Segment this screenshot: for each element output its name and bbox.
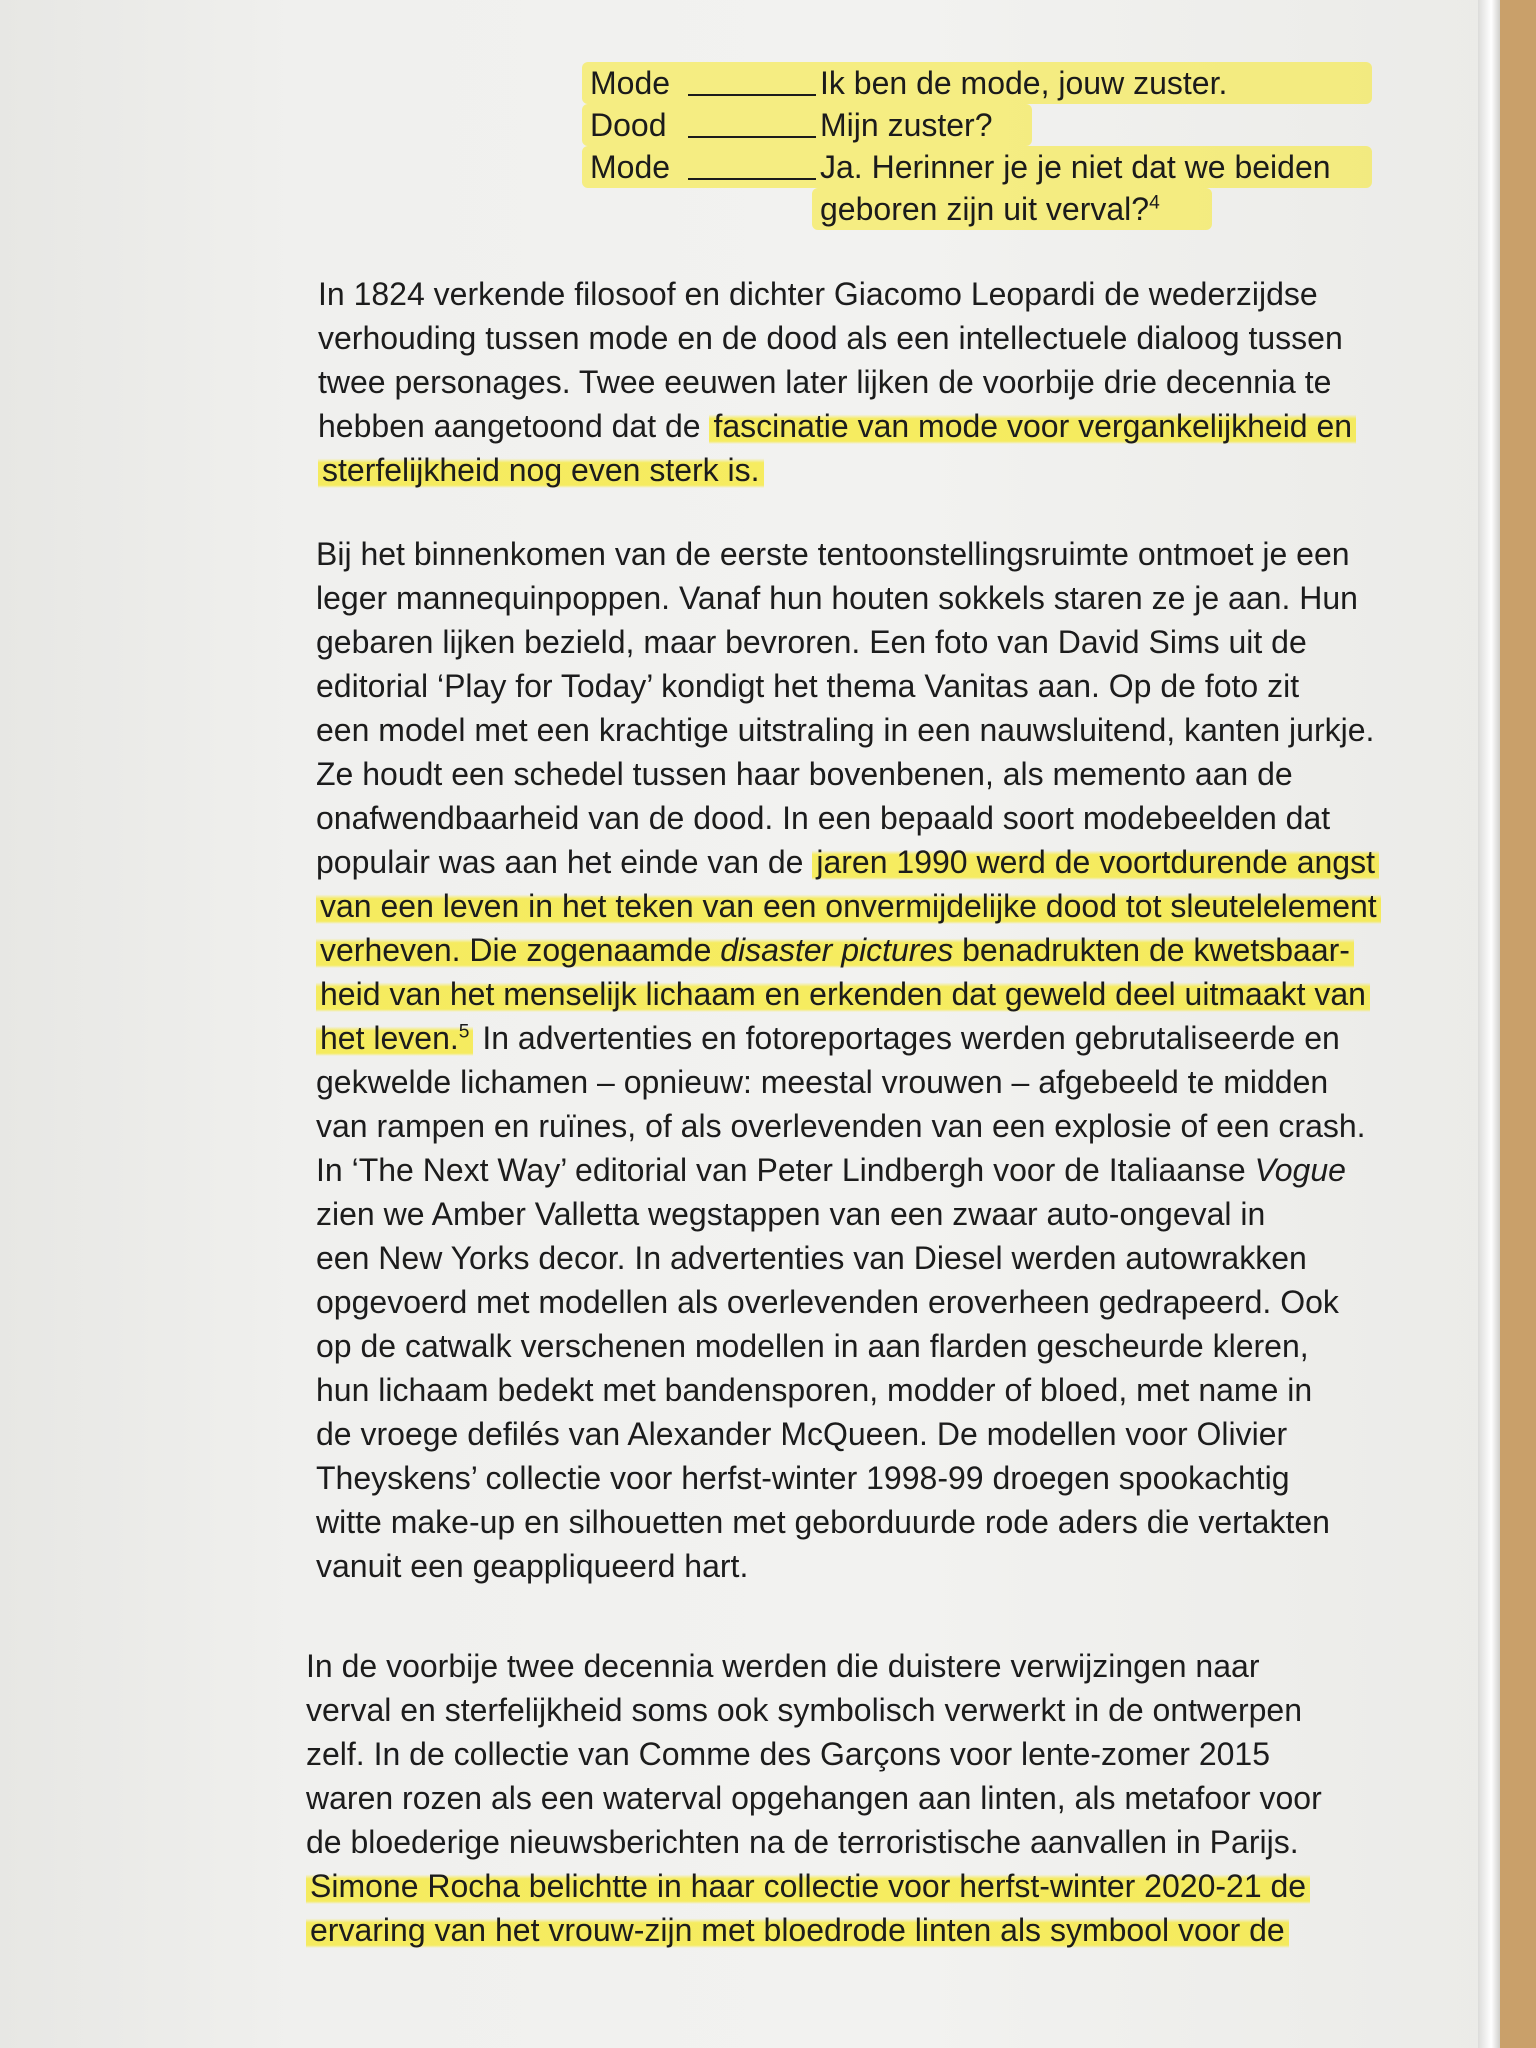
- text-line: een New Yorks decor. In advertenties van Diesel werden autowrakken: [316, 1240, 1307, 1276]
- highlighted-text: sterfelijkheid nog even sterk is.: [318, 452, 764, 488]
- text-line: hun lichaam bedekt met bandensporen, modder of bloed, met name in: [316, 1372, 1313, 1408]
- highlighted-text: Simone Rocha belichtte in haar collectie voor herfst-winter 2020-21 de: [306, 1868, 1310, 1904]
- highlighted-text: ervaring van het vrouw-zijn met bloedrode linten als symbool voor de: [306, 1912, 1289, 1948]
- dialogue-rule: [688, 94, 816, 96]
- text-line: [316, 884, 1496, 928]
- text-line: vanuit een geappliqueerd hart.: [316, 1548, 749, 1584]
- text-line: verhouding tussen mode en de dood als een intellectuele dialoog tussen: [318, 320, 1343, 356]
- text-line: van rampen en ruïnes, of als overlevenden van een explosie of een crash.: [316, 1108, 1366, 1144]
- highlighted-text: jaren 1990 werd de voortdurende angst: [812, 844, 1379, 880]
- highlighted-text: van een leven in het teken van een onvermijdelijke dood tot sleutelelement: [316, 888, 1381, 924]
- dialogue-line: [590, 146, 1390, 188]
- text-line: gekwelde lichamen – opnieuw: meestal vrouwen – afgebeeld te midden: [316, 1064, 1329, 1100]
- text-line: [316, 928, 1496, 972]
- italic-term: Vogue: [1254, 1152, 1346, 1188]
- text-line: Ze houdt een schedel tussen haar bovenbenen, als memento aan de: [316, 756, 1293, 792]
- dialogue-text: Ik ben de mode, jouw zuster.: [820, 65, 1228, 101]
- text-line: [316, 1148, 1496, 1192]
- text-line: op de catwalk verschenen modellen in aan flarden gescheurde kleren,: [316, 1328, 1309, 1364]
- text-line: [306, 1864, 1486, 1908]
- dialogue-text-content: geboren zijn uit verval?: [820, 191, 1150, 227]
- text-line: [318, 448, 1498, 492]
- dialogue-text: [820, 188, 1160, 230]
- highlighted-text: fascinatie van mode voor vergankelijkheid en: [709, 408, 1356, 444]
- page-edge: [1478, 0, 1500, 2048]
- dialogue-line: [590, 62, 1390, 104]
- text-line: In 1824 verkende filosoof en dichter Giacomo Leopardi de wederzijdse: [318, 276, 1318, 312]
- text-line: [306, 1908, 1486, 1952]
- text-line: [316, 972, 1496, 1016]
- text-line: [316, 1016, 1496, 1060]
- dialogue-rule: [688, 136, 816, 138]
- text-span: het leven.: [320, 1020, 459, 1056]
- text-line: editorial ‘Play for Today’ kondigt het thema Vanitas aan. Op de foto zit: [316, 668, 1300, 704]
- text-span: verheven. Die zogenaamde: [320, 932, 721, 968]
- text-line: leger mannequinpoppen. Vanaf hun houten sokkels staren ze je aan. Hun: [316, 580, 1358, 616]
- highlighted-text: heid van het menselijk lichaam en erkenden dat geweld deel uitmaakt van: [316, 976, 1370, 1012]
- dialogue-line: [590, 104, 1390, 146]
- text-span: hebben aangetoond dat de: [318, 408, 710, 444]
- dialogue-speaker: Mode: [590, 149, 671, 185]
- italic-term: disaster pictures: [720, 932, 954, 968]
- text-span: populair was aan het einde van de: [316, 844, 813, 880]
- dialogue-text: Ja. Herinner je je niet dat we beiden: [820, 149, 1331, 185]
- text-line: In de voorbije twee decennia werden die duistere verwijzingen naar: [306, 1648, 1260, 1684]
- text-line: waren rozen als een waterval opgehangen aan linten, als metafoor voor: [306, 1780, 1322, 1816]
- dialogue-block: [590, 62, 1390, 230]
- dialogue-text: Mijn zuster?: [820, 107, 993, 143]
- footnote-ref: 5: [458, 1021, 470, 1043]
- text-span: In advertenties en fotoreportages werden gebrutaliseerde en: [473, 1020, 1340, 1056]
- dialogue-speaker: Dood: [590, 107, 667, 143]
- text-line: [318, 404, 1498, 448]
- paragraph-2: [316, 532, 1496, 1588]
- dialogue-rule: [688, 178, 816, 180]
- dialogue-speaker: Mode: [590, 65, 671, 101]
- text-line: [316, 840, 1496, 884]
- text-line: onafwendbaarheid van de dood. In een bepaald soort modebeelden dat: [316, 800, 1331, 836]
- text-line: de bloederige nieuwsberichten na de terroristische aanvallen in Parijs.: [306, 1824, 1299, 1860]
- text-line: Bij het binnenkomen van de eerste tentoonstellingsruimte ontmoet je een: [316, 536, 1350, 572]
- text-line: twee personages. Twee eeuwen later lijken de voorbije drie decennia te: [318, 364, 1332, 400]
- text-line: gebaren lijken bezield, maar bevroren. Een foto van David Sims uit de: [316, 624, 1307, 660]
- highlighted-text: [316, 1020, 473, 1056]
- dialogue-line: [590, 188, 1390, 230]
- text-line: Theyskens’ collectie voor herfst-winter 1998-99 droegen spookachtig: [316, 1460, 1290, 1496]
- text-span: benadrukten de kwetsbaar-: [953, 932, 1350, 968]
- text-span: In ‘The Next Way’ editorial van Peter Lindbergh voor de Italiaanse: [316, 1152, 1255, 1188]
- text-line: een model met een krachtige uitstraling in een nauwsluitend, kanten jurkje.: [316, 712, 1375, 748]
- paragraph-1: [318, 272, 1498, 492]
- footnote-ref: 4: [1149, 192, 1160, 214]
- text-line: zelf. In de collectie van Comme des Garçons voor lente-zomer 2015: [306, 1736, 1271, 1772]
- highlighted-text: [316, 932, 1354, 968]
- text-line: verval en sterfelijkheid soms ook symbolisch verwerkt in de ontwerpen: [306, 1692, 1302, 1728]
- text-line: opgevoerd met modellen als overlevenden eroverheen gedrapeerd. Ook: [316, 1284, 1339, 1320]
- text-line: zien we Amber Valletta wegstappen van een zwaar auto-ongeval in: [316, 1196, 1266, 1232]
- text-line: de vroege defilés van Alexander McQueen. De modellen voor Olivier: [316, 1416, 1288, 1452]
- paragraph-3: [306, 1644, 1486, 1952]
- text-line: witte make-up en silhouetten met geborduurde rode aders die vertakten: [316, 1504, 1330, 1540]
